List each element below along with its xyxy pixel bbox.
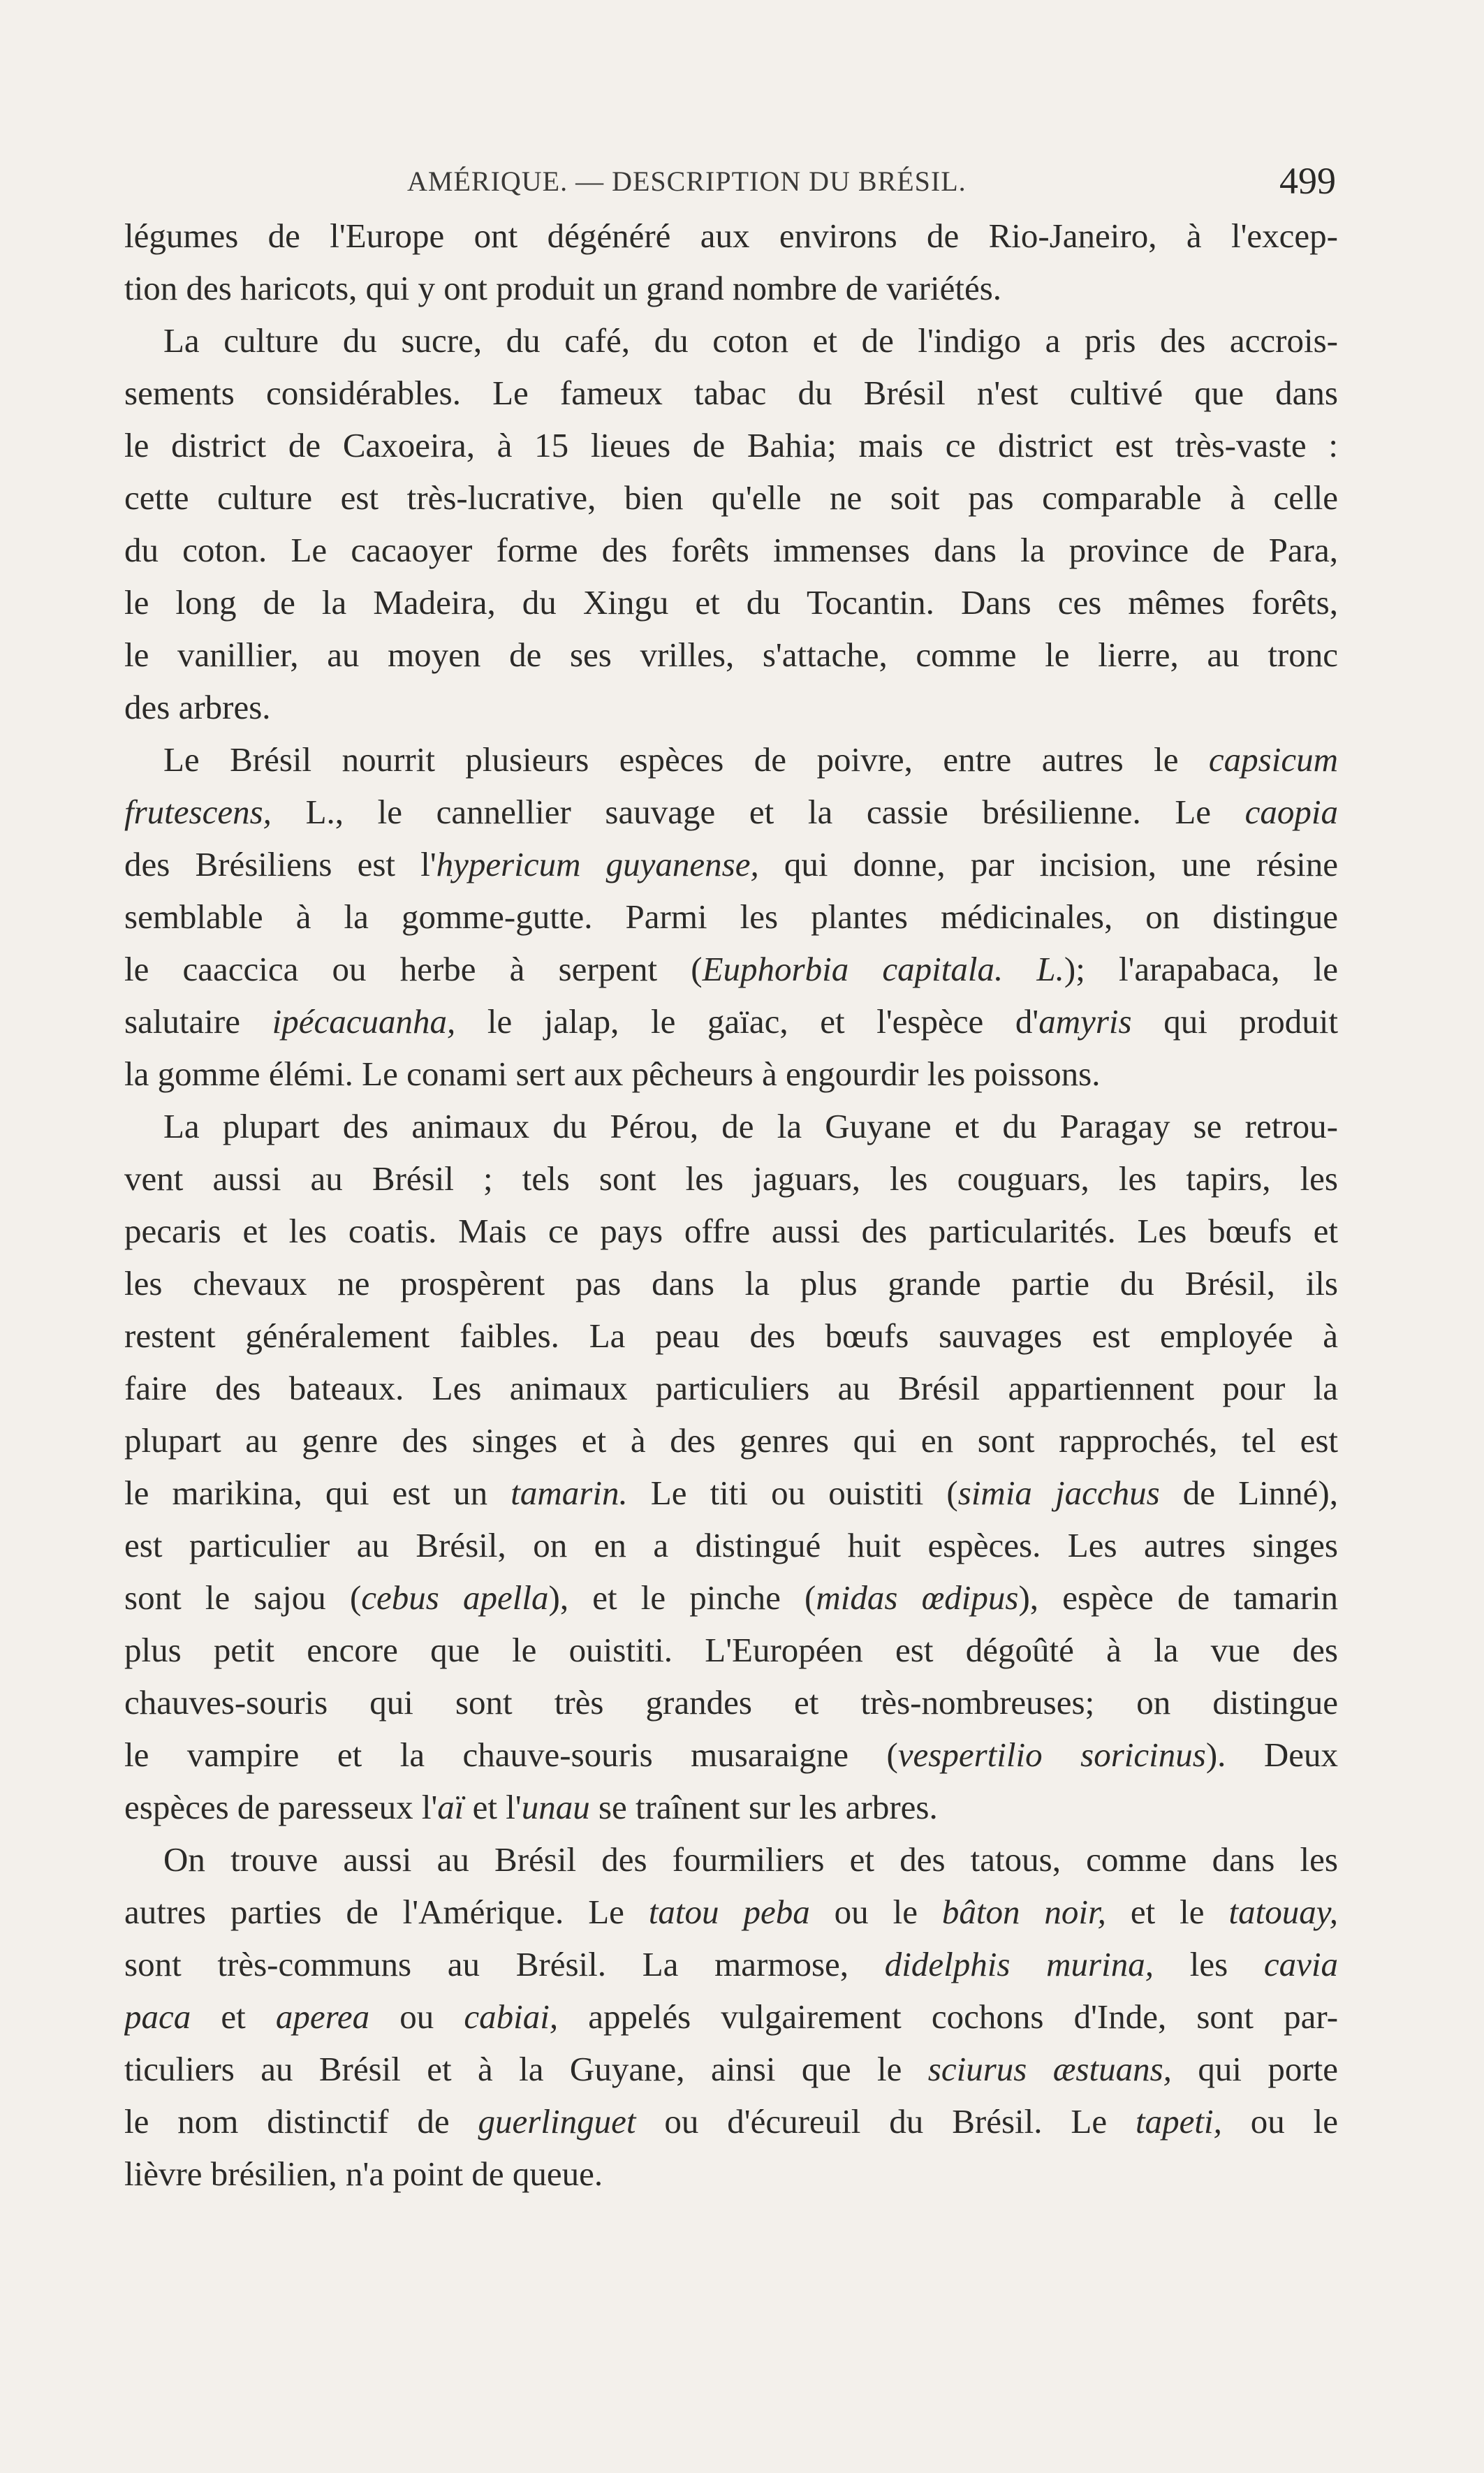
text-line: On trouve aussi au Brésil des fourmiliers et des tatous, comme dans les — [163, 1840, 1338, 1879]
text-line: semblable à la gomme-gutte. Parmi les plantes médicinales, on distingue — [124, 897, 1338, 936]
page-number: 499 — [1279, 160, 1336, 202]
text-line: Le Brésil nourrit plusieurs espèces de poivre, entre autres le capsicum — [163, 740, 1338, 779]
text-line: chauves-souris qui sont très grandes et très-nombreuses; on distingue — [124, 1683, 1338, 1722]
text-line: est particulier au Brésil, on en a distingué huit espèces. Les autres singes — [124, 1526, 1338, 1564]
text-line: faire des bateaux. Les animaux particuliers au Brésil appartiennent pour la — [124, 1369, 1338, 1407]
text-line: des Brésiliens est l'hypericum guyanense, qui donne, par incision, une résine — [124, 845, 1338, 883]
text-line: La culture du sucre, du café, du coton et de l'indigo a pris des accrois- — [163, 321, 1338, 360]
text-line: les chevaux ne prospèrent pas dans la plus grande partie du Brésil, ils — [124, 1264, 1338, 1302]
text-line: frutescens, L., le cannellier sauvage et la cassie brésilienne. Le caopia — [124, 793, 1338, 831]
text-line: plupart au genre des singes et à des genres qui en sont rapprochés, tel est — [124, 1421, 1338, 1460]
text-line: le nom distinctif de guerlinguet ou d'écureuil du Brésil. Le tapeti, ou le — [124, 2102, 1338, 2141]
text-line: le vampire et la chauve-souris musaraigne (vespertilio soricinus). Deux — [124, 1735, 1338, 1774]
body-text — [124, 210, 1338, 2200]
text-line: le marikina, qui est un tamarin. Le titi ou ouistiti (simia jacchus de Linné), — [124, 1474, 1338, 1512]
text-line: le district de Caxoeira, à 15 lieues de Bahia; mais ce district est très-vaste : — [124, 426, 1338, 464]
text-line: sont très-communs au Brésil. La marmose, didelphis murina, les cavia — [124, 1945, 1338, 1983]
text-line: sont le sajou (cebus apella), et le pinche (midas œdipus), espèce de tamarin — [124, 1578, 1338, 1617]
text-line: du coton. Le cacaoyer forme des forêts immenses dans la province de Para, — [124, 531, 1338, 569]
text-line: pecaris et les coatis. Mais ce pays offre aussi des particularités. Les bœufs et — [124, 1212, 1338, 1250]
text-line: La plupart des animaux du Pérou, de la Guyane et du Paragay se retrou- — [163, 1107, 1338, 1145]
text-line: la gomme élémi. Le conami sert aux pêcheurs à engourdir les poissons. — [124, 1055, 1101, 1093]
text-line: des arbres. — [124, 688, 271, 726]
text-line: ticuliers au Brésil et à la Guyane, ainsi que le sciurus æstuans, qui porte — [124, 2050, 1338, 2088]
text-line: tion des haricots, qui y ont produit un grand nombre de variétés. — [124, 269, 1002, 307]
text-line: le long de la Madeira, du Xingu et du Tocantin. Dans ces mêmes forêts, — [124, 583, 1338, 622]
text-line: vent aussi au Brésil ; tels sont les jaguars, les couguars, les tapirs, les — [124, 1159, 1338, 1198]
running-title: AMÉRIQUE. — DESCRIPTION DU BRÉSIL. — [407, 166, 967, 197]
text-line: autres parties de l'Amérique. Le tatou peba ou le bâton noir, et le tatouay, — [124, 1893, 1338, 1931]
text-line: légumes de l'Europe ont dégénéré aux environs de Rio-Janeiro, à l'excep- — [124, 217, 1338, 255]
text-line: lièvre brésilien, n'a point de queue. — [124, 2155, 603, 2193]
text-line: paca et aperea ou cabiai, appelés vulgairement cochons d'Inde, sont par- — [124, 1997, 1338, 2036]
text-line: sements considérables. Le fameux tabac du Brésil n'est cultivé que dans — [124, 374, 1338, 412]
text-line: le caaccica ou herbe à serpent (Euphorbia capitala. L.); l'arapabaca, le — [124, 950, 1338, 988]
text-line: espèces de paresseux l'aï et l'unau se traînent sur les arbres. — [124, 1788, 938, 1826]
text-line: plus petit encore que le ouistiti. L'Européen est dégoûté à la vue des — [124, 1631, 1338, 1669]
running-head — [124, 159, 1336, 201]
text-line: cette culture est très-lucrative, bien qu'elle ne soit pas comparable à celle — [124, 478, 1338, 517]
text-line: le vanillier, au moyen de ses vrilles, s'attache, comme le lierre, au tronc — [124, 636, 1338, 674]
text-line: salutaire ipécacuanha, le jalap, le gaïac, et l'espèce d'amyris qui produit — [124, 1002, 1338, 1041]
text-line: restent généralement faibles. La peau des bœufs sauvages est employée à — [124, 1316, 1338, 1355]
